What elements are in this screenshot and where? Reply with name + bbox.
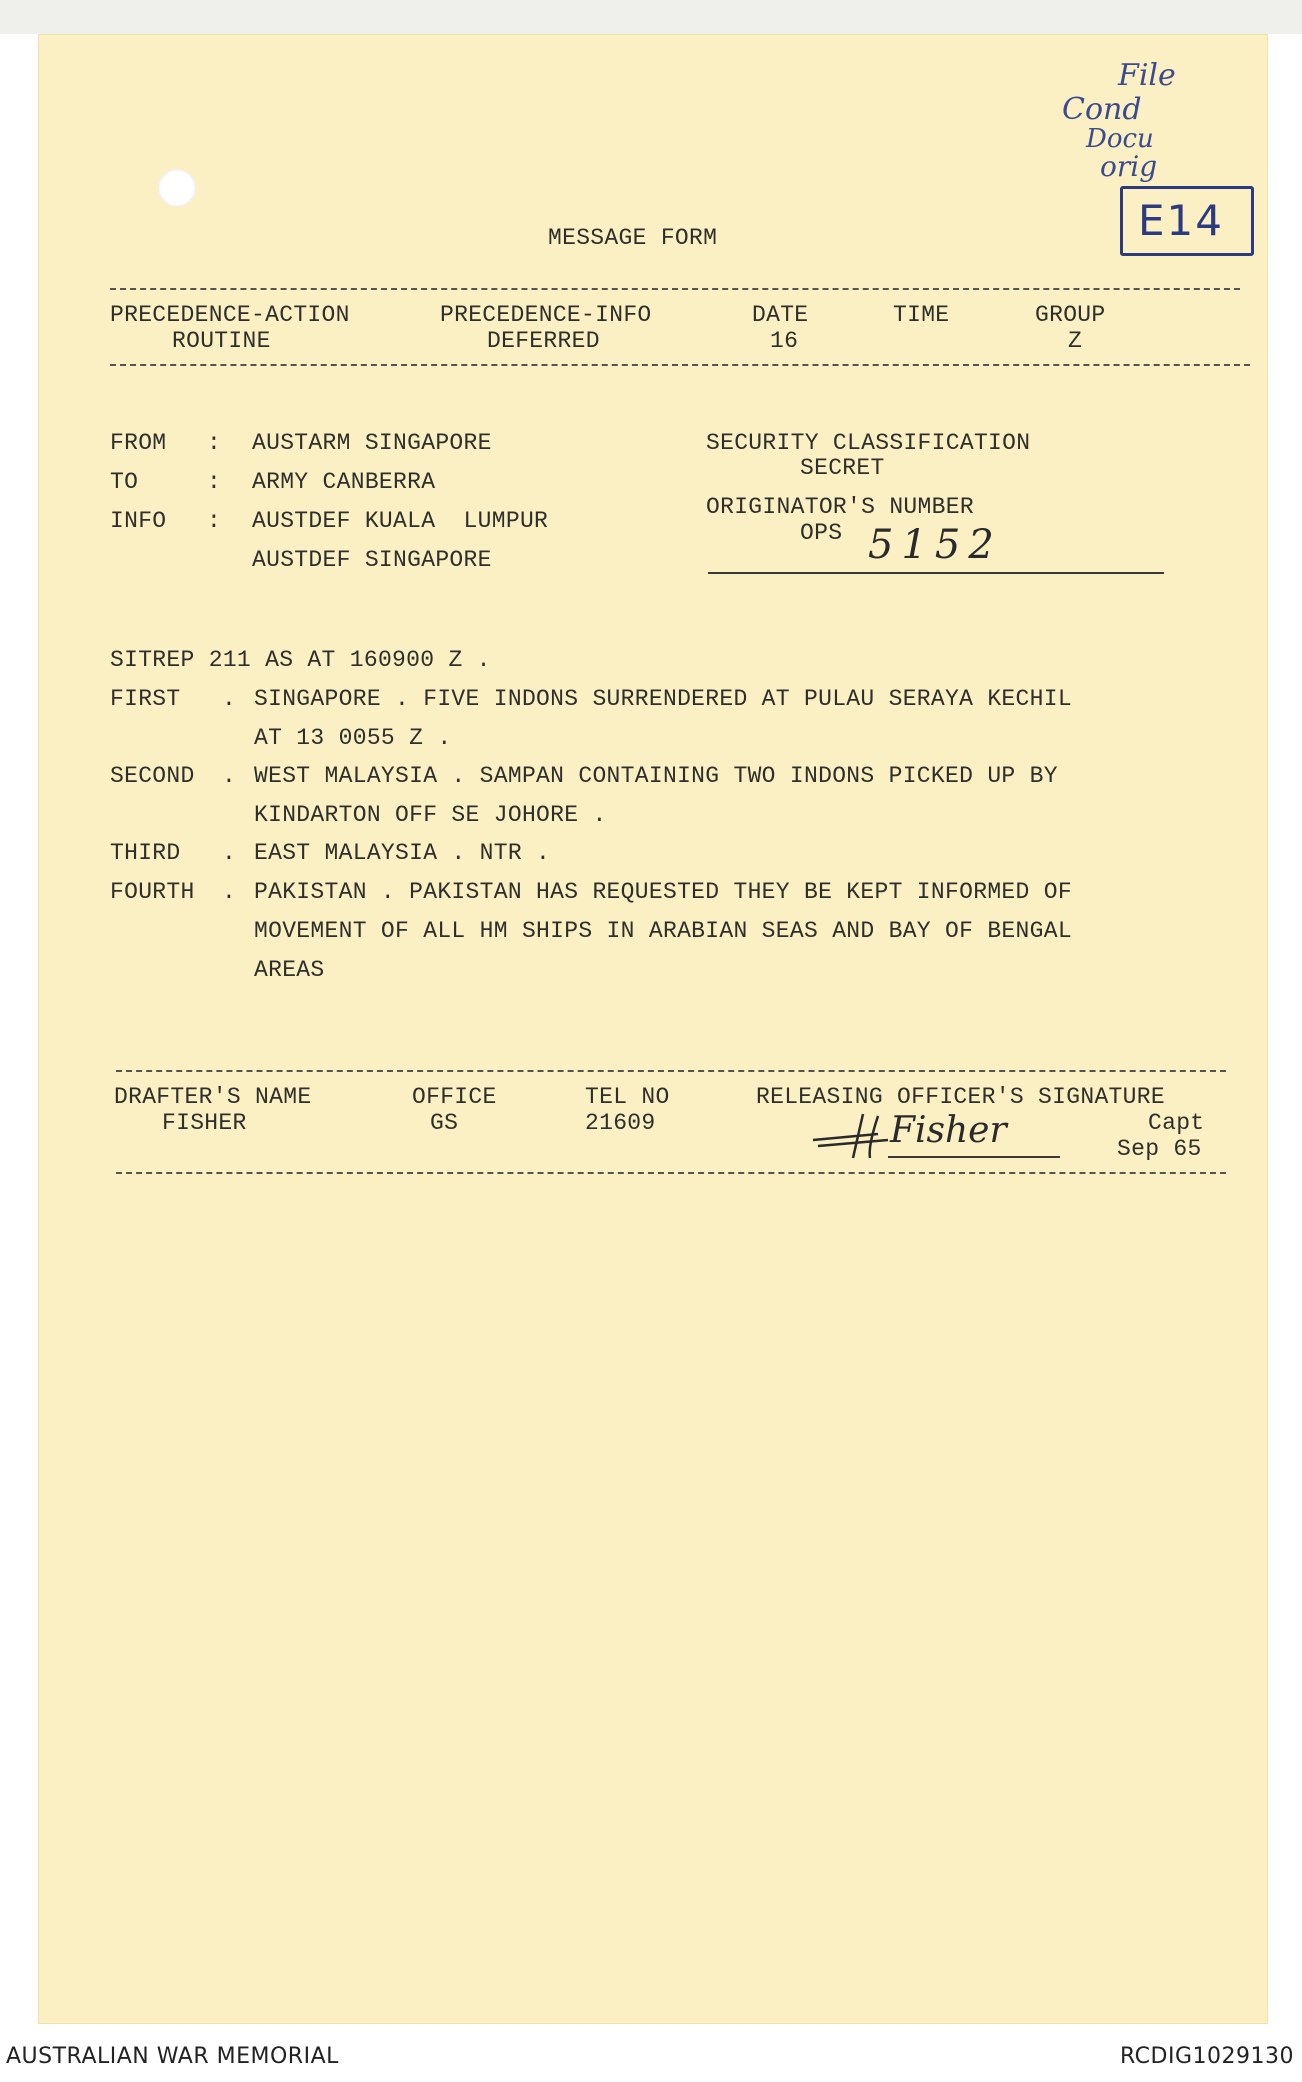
group-label: GROUP <box>1035 302 1106 328</box>
item-fourth-label: FOURTH <box>110 879 195 905</box>
item-third-dot: . <box>222 840 237 866</box>
scan-top-border <box>0 0 1302 34</box>
group-value: Z <box>1068 328 1083 354</box>
item-second-line-2: KINDARTON OFF SE JOHORE . <box>254 802 607 828</box>
handwritten-note-line-4: orig <box>1100 150 1158 183</box>
from-value: AUSTARM SINGAPORE <box>252 430 492 456</box>
item-first-line-2: AT 13 0055 Z . <box>254 725 452 751</box>
time-label: TIME <box>893 302 950 328</box>
signature-text: Fisher <box>890 1110 1007 1151</box>
signature-underline <box>888 1156 1060 1158</box>
info-value-1: AUSTDEF KUALA LUMPUR <box>252 508 549 534</box>
drafter-label: DRAFTER'S NAME <box>114 1084 312 1110</box>
originator-label: ORIGINATOR'S NUMBER <box>706 494 974 520</box>
precedence-action-label: PRECEDENCE-ACTION <box>110 302 350 328</box>
handwritten-note-line-2: Cond <box>1062 92 1142 127</box>
security-value: SECRET <box>800 455 885 481</box>
date-label: DATE <box>752 302 809 328</box>
info-label: INFO <box>110 508 167 534</box>
from-label: FROM <box>110 430 167 456</box>
releasing-officer-label: RELEASING OFFICER'S SIGNATURE <box>756 1084 1165 1110</box>
to-label: TO <box>110 469 139 495</box>
precedence-info-value: DEFERRED <box>487 328 600 354</box>
item-fourth-line-2: MOVEMENT OF ALL HM SHIPS IN ARABIAN SEAS AND BAY OF BENGAL <box>254 918 1072 944</box>
item-fourth-dot: . <box>222 879 237 905</box>
file-reference-label: E14 <box>1138 196 1224 245</box>
item-fourth-line-3: AREAS <box>254 957 325 983</box>
item-second-label: SECOND <box>110 763 195 789</box>
item-third-label: THIRD <box>110 840 181 866</box>
header-bottom-rule <box>110 364 1250 366</box>
security-label: SECURITY CLASSIFICATION <box>706 430 1031 456</box>
info-value-2: AUSTDEF SINGAPORE <box>252 547 492 573</box>
precedence-action-value: ROUTINE <box>172 328 271 354</box>
office-value: GS <box>430 1110 459 1136</box>
item-first-dot: . <box>222 686 237 712</box>
originator-prefix: OPS <box>800 520 843 546</box>
releasing-officer-rank: Capt <box>1148 1110 1205 1136</box>
header-top-rule <box>110 288 1240 290</box>
office-label: OFFICE <box>412 1084 497 1110</box>
drafter-value: FISHER <box>162 1110 247 1136</box>
item-second-dot: . <box>222 763 237 789</box>
sitrep-heading: SITREP 211 AS AT 160900 Z . <box>110 647 491 673</box>
item-third-line-1: EAST MALAYSIA . NTR . <box>254 840 551 866</box>
to-value: ARMY CANBERRA <box>252 469 436 495</box>
originator-number-handwritten: 5152 <box>868 522 1002 568</box>
footer-top-rule <box>116 1070 1226 1072</box>
releasing-officer-date: Sep 65 <box>1117 1136 1202 1162</box>
tel-value: 21609 <box>585 1110 656 1136</box>
tel-label: TEL NO <box>585 1084 670 1110</box>
footer-bottom-rule <box>116 1172 1226 1174</box>
date-value: 16 <box>770 328 799 354</box>
item-first-label: FIRST <box>110 686 181 712</box>
item-first-line-1: SINGAPORE . FIVE INDONS SURRENDERED AT PULAU SERAYA KECHIL <box>254 686 1072 712</box>
item-second-line-1: WEST MALAYSIA . SAMPAN CONTAINING TWO INDONS PICKED UP BY <box>254 763 1058 789</box>
archive-institution: AUSTRALIAN WAR MEMORIAL <box>6 2044 339 2069</box>
handwritten-note-line-3: Docu <box>1086 124 1154 154</box>
archive-reference: RCDIG1029130 <box>1119 2044 1294 2069</box>
precedence-info-label: PRECEDENCE-INFO <box>440 302 652 328</box>
to-colon: : <box>207 469 222 495</box>
punch-hole <box>158 169 196 207</box>
info-colon: : <box>207 508 222 534</box>
handwritten-note-line-1: File <box>1118 58 1176 93</box>
security-underline <box>708 572 1164 574</box>
from-colon: : <box>207 430 222 456</box>
form-title: MESSAGE FORM <box>548 225 718 251</box>
item-fourth-line-1: PAKISTAN . PAKISTAN HAS REQUESTED THEY BE KEPT INFORMED OF <box>254 879 1072 905</box>
